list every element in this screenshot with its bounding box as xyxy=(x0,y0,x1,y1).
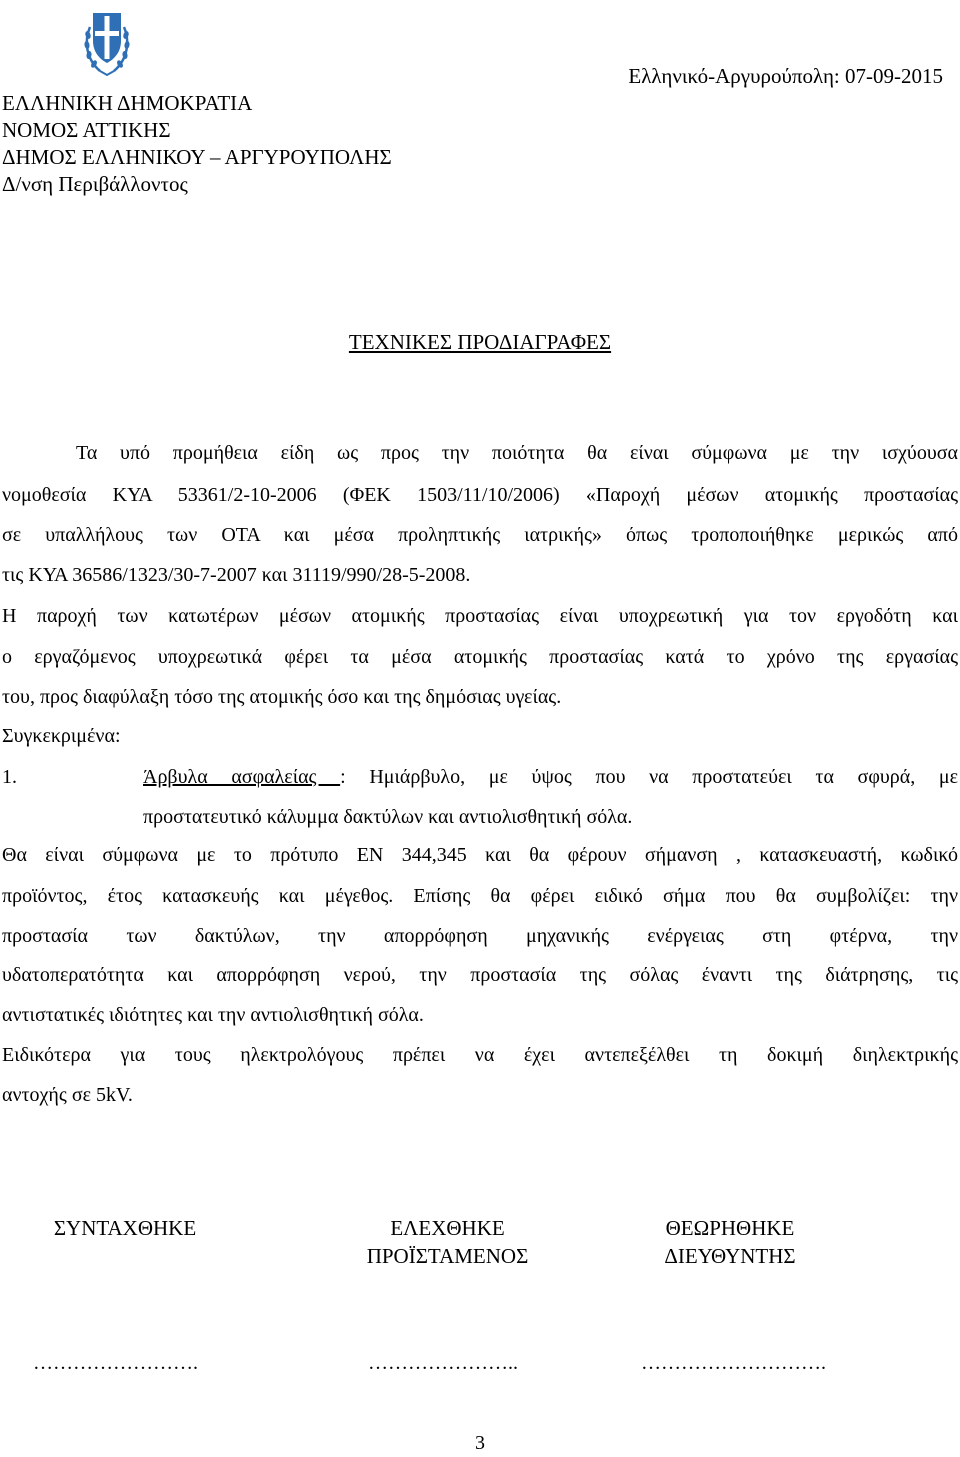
paragraph-1-line: Τα υπό προμήθεια είδη ως προς την ποιότητα θα είναι σύμφωνα με την ισχύουσα xyxy=(76,442,958,464)
header-line-prefecture: ΝΟΜΟΣ ΑΤΤΙΚΗΣ xyxy=(2,118,171,142)
paragraph-3-line: αντιστατικές ιδιότητες και την αντιολισθητική σόλα. xyxy=(2,1004,424,1026)
paragraph-1-line: νομοθεσία ΚΥΑ 53361/2-10-2006 (ΦΕΚ 1503/11/10/2006) «Παροχή μέσων ατομικής προστασίας xyxy=(2,484,958,506)
paragraph-2-line: Η παροχή των κατωτέρων μέσων ατομικής προστασίας είναι υποχρεωτική για τον εργοδότη και xyxy=(2,605,958,627)
supervisor-label: ΠΡΟΪΣΤΑΜΕΝΟΣ xyxy=(366,1244,529,1268)
bullet-description: : Ημιάρβυλο, με ύψος που να προστατεύει τα σφυρά, με xyxy=(340,766,959,788)
page-number: 3 xyxy=(475,1432,485,1454)
paragraph-1-line: τις ΚΥΑ 36586/1323/30-7-2007 και 31119/990/28-5-2008. xyxy=(2,564,471,586)
paragraph-3-line: Θα είναι σύμφωνα με το πρότυπο ΕΝ 344,345 και θα φέρουν σήμανση , κατασκευαστή, κωδικό xyxy=(2,844,958,866)
bullet-number: 1. xyxy=(2,766,17,788)
document-date: Ελληνικό-Αργυρούπολη: 07-09-2015 xyxy=(628,64,943,88)
bullet-line-2: προστατευτικό κάλυμμα δακτύλων και αντιολισθητική σόλα. xyxy=(143,806,633,828)
signature-line-checked: ………………….. xyxy=(368,1352,518,1374)
signature-line-approved: ………………………. xyxy=(641,1352,826,1374)
paragraph-4-line: αντοχής σε 5kV. xyxy=(2,1084,133,1106)
paragraph-2-line: ο εργαζόμενος υποχρεωτικά φέρει τα μέσα ατομικής προστασίας κατά το χρόνο της εργασίας xyxy=(2,646,958,668)
signature-col-drafted xyxy=(30,1214,220,1242)
greek-coat-of-arms-icon xyxy=(82,7,132,79)
signature-col-checked xyxy=(345,1214,550,1270)
paragraph-3-line: υδατοπερατότητα και απορρόφηση νερού, την προστασία της σόλας έναντι της διάτρησης, τις xyxy=(2,964,958,986)
signature-line-drafted: ……………………. xyxy=(33,1352,198,1374)
specifically-label: Συγκεκριμένα: xyxy=(2,725,121,747)
checked-label: ΕΛΕΧΘΗΚΕ xyxy=(390,1216,505,1240)
bullet-line xyxy=(143,757,958,797)
drafted-label: ΣΥΝΤΑΧΘΗΚΕ xyxy=(53,1216,197,1240)
header-line-republic: ΕΛΛΗΝΙΚΗ ΔΗΜΟΚΡΑΤΙΑ xyxy=(2,91,253,115)
signature-col-approved xyxy=(630,1214,830,1270)
page-title: ΤΕΧΝΙΚΕΣ ΠΡΟΔΙΑΓΡΑΦΕΣ xyxy=(348,330,612,354)
header-line-department: Δ/νση Περιβάλλοντος xyxy=(2,172,188,196)
approved-label: ΘΕΩΡΗΘΗΚΕ xyxy=(665,1216,795,1240)
paragraph-2-line: του, προς διαφύλαξη τόσο της ατομικής όσο και της δημόσιας υγείας. xyxy=(2,686,562,708)
header-line-municipality: ΔΗΜΟΣ ΕΛΛΗΝΙΚΟΥ – ΑΡΓΥΡΟΥΠΟΛΗΣ xyxy=(2,145,392,169)
paragraph-3-line: προϊόντος, έτος κατασκευής και μέγεθος. Επίσης θα φέρει ειδικό σήμα που θα συμβολίζει: την xyxy=(2,885,958,907)
bullet-term: Άρβυλα ασφαλείας xyxy=(143,766,341,788)
director-label: ΔΙΕΥΘΥΝΤΗΣ xyxy=(664,1244,796,1268)
paragraph-3-line: προστασία των δακτύλων, την απορρόφηση μηχανικής ενέργειας στη φτέρνα, την xyxy=(2,925,958,947)
paragraph-4-line: Ειδικότερα για τους ηλεκτρολόγους πρέπει να έχει αντεπεξέλθει τη δοκιμή διηλεκτρικής xyxy=(2,1044,958,1066)
paragraph-1-line: σε υπαλλήλους των ΟΤΑ και μέσα προληπτικής ιατρικής» όπως τροποποιήθηκε μερικώς από xyxy=(2,524,958,546)
